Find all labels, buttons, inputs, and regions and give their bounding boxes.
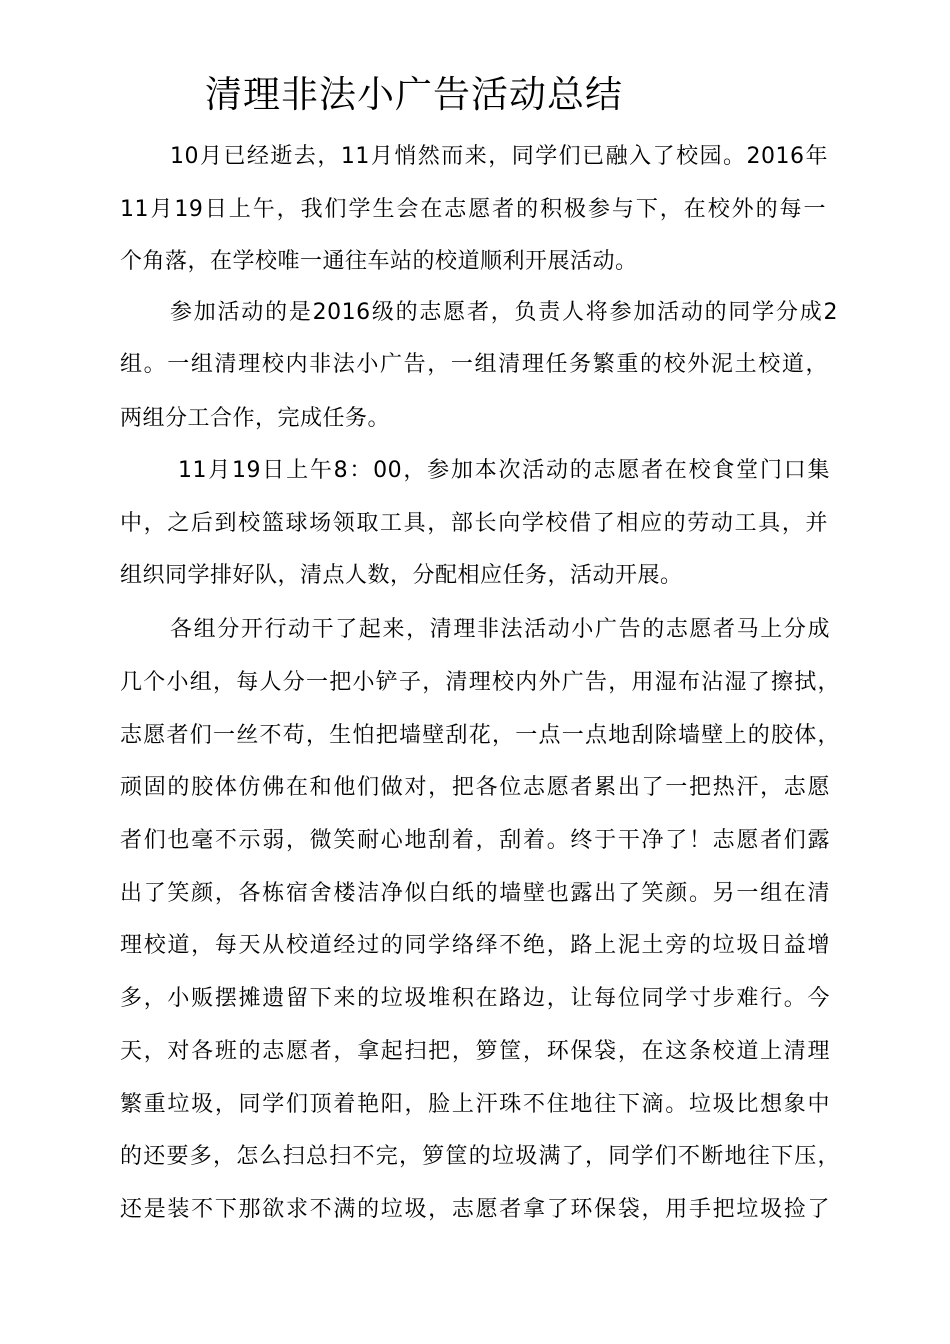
document-title: 清理非法小广告活动总结	[205, 73, 623, 116]
paragraph-3-line-2: 中，之后到校篮球场领取工具，部长向学校借了相应的劳动工具，并	[120, 511, 828, 536]
paragraph-2-line-3: 两组分工合作，完成任务。	[120, 406, 391, 431]
paragraph-4-line-9: 天，对各班的志愿者，拿起扫把，箩筐，环保袋，在这条校道上清理	[120, 1039, 830, 1064]
paragraph-3-line-3: 组织同学排好队，清点人数，分配相应任务，活动开展。	[120, 563, 683, 588]
paragraph-1-line-1: 10月已经逝去，11月悄然而来，同学们已融入了校园。2016年	[170, 144, 828, 169]
paragraph-4-line-6: 出了笑颜，各栋宿舍楼洁净似白纸的墙壁也露出了笑颜。另一组在清	[120, 881, 830, 906]
paragraph-4-line-12: 还是装不下那欲求不满的垃圾，志愿者拿了环保袋，用手把垃圾捡了	[120, 1197, 830, 1222]
paragraph-4-line-4: 顽固的胶体仿佛在和他们做对，把各位志愿者累出了一把热汗，志愿	[120, 775, 830, 800]
paragraph-2-line-1: 参加活动的是2016级的志愿者，负责人将参加活动的同学分成2	[170, 300, 838, 325]
paragraph-1-line-2: 11月19日上午，我们学生会在志愿者的积极参与下，在校外的每一	[120, 197, 826, 222]
paragraph-4-line-5: 者们也毫不示弱，微笑耐心地刮着，刮着。终于干净了！志愿者们露	[120, 828, 830, 853]
paragraph-3-line-1: 11月19日上午8：00，参加本次活动的志愿者在校食堂门口集	[178, 458, 830, 483]
paragraph-4-line-11: 的还要多，怎么扫总扫不完，箩筐的垃圾满了，同学们不断地往下压，	[120, 1144, 840, 1169]
paragraph-4-line-1: 各组分开行动干了起来，清理非法活动小广告的志愿者马上分成	[170, 617, 830, 642]
paragraph-4-line-7: 理校道，每天从校道经过的同学络绎不绝，路上泥土旁的垃圾日益增	[120, 933, 830, 958]
paragraph-4-line-10: 繁重垃圾，同学们顶着艳阳，脸上汗珠不住地往下滴。垃圾比想象中	[120, 1092, 830, 1117]
paragraph-4-line-8: 多，小贩摆摊遗留下来的垃圾堆积在路边，让每位同学寸步难行。今	[120, 986, 830, 1011]
paragraph-2-line-2: 组。一组清理校内非法小广告，一组清理任务繁重的校外泥土校道，	[120, 352, 828, 377]
paragraph-4-line-2: 几个小组，每人分一把小铲子，清理校内外广告，用湿布沾湿了擦拭，	[120, 670, 840, 695]
paragraph-4-line-3: 志愿者们一丝不苟，生怕把墙壁刮花，一点一点地刮除墙壁上的胶体，	[120, 723, 840, 748]
paragraph-1-line-3: 个角落，在学校唯一通往车站的校道顺利开展活动。	[120, 249, 638, 274]
